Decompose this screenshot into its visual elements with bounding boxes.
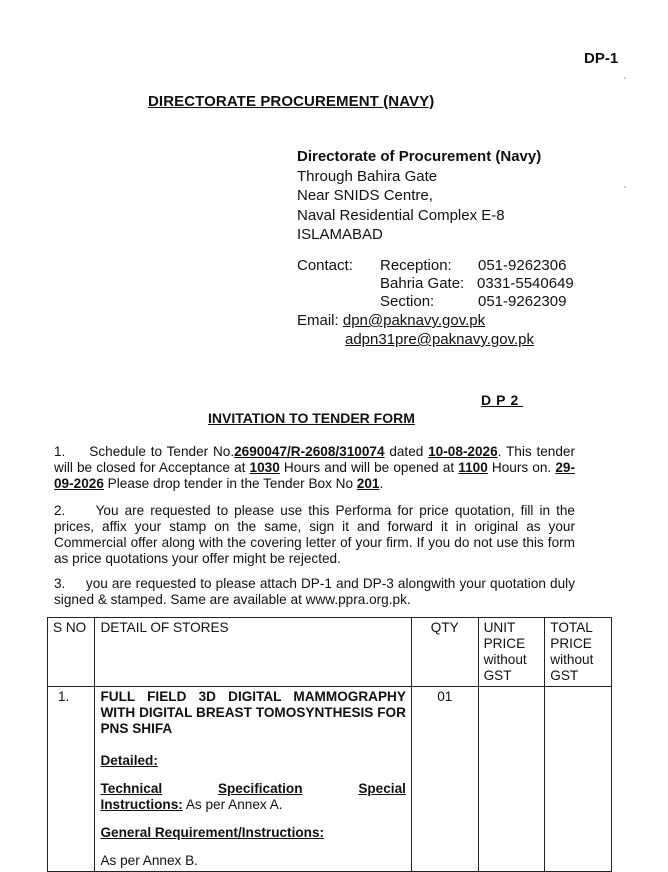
tech-spec-word: Technical: [100, 781, 163, 796]
header-detail: DETAIL OF STORES: [95, 618, 411, 687]
para-number: 1.: [54, 444, 66, 459]
contact-bahria-row: [297, 275, 574, 293]
address-line: Naval Residential Complex E-8: [297, 206, 505, 224]
tech-spec-value: As per Annex A.: [182, 797, 283, 812]
row-total-price[interactable]: [545, 687, 612, 872]
stores-table: [47, 617, 612, 872]
scan-speck: [624, 186, 626, 188]
general-requirement-value: As per Annex B.: [100, 853, 198, 868]
para-text: You are requested to please use this Performa for price quotation, fill in the prices, affix your stamp on the same, sign it and forward it in original as your Commercial offer along with the covering letter of your firm. If you do not use this form as price quotations your offer might be rejected.: [54, 503, 575, 566]
contact-block: [297, 257, 574, 349]
email-link-1[interactable]: dpn@paknavy.gov.pk: [342, 312, 486, 329]
address-line: Near SNIDS Centre,: [297, 187, 433, 204]
tender-number: 2690047/R-2608/310074: [234, 444, 385, 459]
table-row: [48, 687, 612, 872]
paragraph-2: [54, 503, 575, 567]
para-text: dated: [384, 444, 429, 459]
header-unit-price: UNIT PRICE without GST: [478, 618, 545, 687]
row-unit-price[interactable]: [478, 687, 545, 872]
row-qty: 01: [411, 687, 478, 872]
tech-spec-word: Instructions:: [100, 797, 183, 812]
item-description: FULL FIELD 3D DIGITAL MAMMOGRAPHY WITH DIGITAL BREAST TOMOSYNTHESIS FOR PNS SHIFA: [100, 689, 406, 736]
document-code: DP-1: [584, 50, 619, 67]
paragraph-1: [54, 444, 575, 492]
para-text: Hours on.: [487, 460, 556, 475]
open-date: 29-09-2026: [54, 460, 575, 491]
contact-label: Contact:: [297, 257, 353, 274]
form-title: INVITATION TO TENDER FORM: [208, 410, 415, 426]
bahria-label: Bahria Gate:: [380, 275, 465, 292]
section-label: Section:: [380, 293, 435, 310]
tech-spec-line: [100, 781, 405, 797]
para-text: .: [379, 476, 384, 491]
tender-box-number: 201: [356, 476, 380, 491]
table-header-row: [48, 618, 612, 687]
address-org: Directorate of Procurement (Navy): [297, 148, 542, 165]
bahria-phone: 0331-5540649: [477, 275, 574, 292]
tech-spec-word: Specification: [217, 781, 303, 796]
tech-spec-line-2: [100, 797, 405, 813]
contact-section-row: [297, 293, 567, 311]
detailed-label: Detailed:: [100, 753, 158, 768]
tech-spec-word: Special: [358, 781, 406, 796]
scan-speck: [624, 77, 626, 79]
header-sno: S NO: [48, 618, 95, 687]
header-qty: QTY: [411, 618, 478, 687]
open-time: 1100: [458, 460, 488, 475]
section-phone: 051-9262309: [478, 293, 567, 310]
email-link-2[interactable]: adpn31pre@paknavy.gov.pk: [345, 331, 534, 348]
para-number: 3.: [54, 576, 66, 591]
paragraph-3: [54, 576, 575, 608]
para-text: Schedule to Tender No.: [89, 444, 235, 459]
reception-phone: 051-9262306: [478, 257, 567, 274]
header-total-price: TOTAL PRICE without GST: [545, 618, 612, 687]
address-block: [297, 147, 541, 245]
main-title: DIRECTORATE PROCUREMENT (NAVY): [148, 93, 435, 110]
row-sno: 1.: [48, 687, 95, 872]
tender-date: 10-08-2026: [428, 444, 498, 459]
email-label: Email:: [297, 312, 339, 329]
para-text: you are requested to please attach DP-1 and DP-3 alongwith your quotation duly signed & stamped. Same are available at www.ppra.org.pk.: [54, 576, 575, 607]
row-detail: [95, 687, 411, 872]
email-row: [297, 312, 534, 330]
address-line: ISLAMABAD: [297, 226, 383, 243]
general-requirement-label: General Requirement/Instructions:: [100, 825, 325, 840]
address-line: Through Bahira Gate: [297, 167, 438, 185]
para-text: Hours and will be opened at: [279, 460, 459, 475]
para-text: . This tender will be closed for Acceptance at: [54, 444, 575, 475]
email-row-2: [297, 331, 534, 349]
close-time: 1030: [249, 460, 280, 475]
para-number: 2.: [54, 503, 66, 518]
form-code: DP2: [481, 392, 524, 408]
reception-label: Reception:: [380, 257, 452, 274]
contact-reception-row: [297, 257, 567, 275]
para-text: Please drop tender in the Tender Box No: [103, 476, 357, 491]
